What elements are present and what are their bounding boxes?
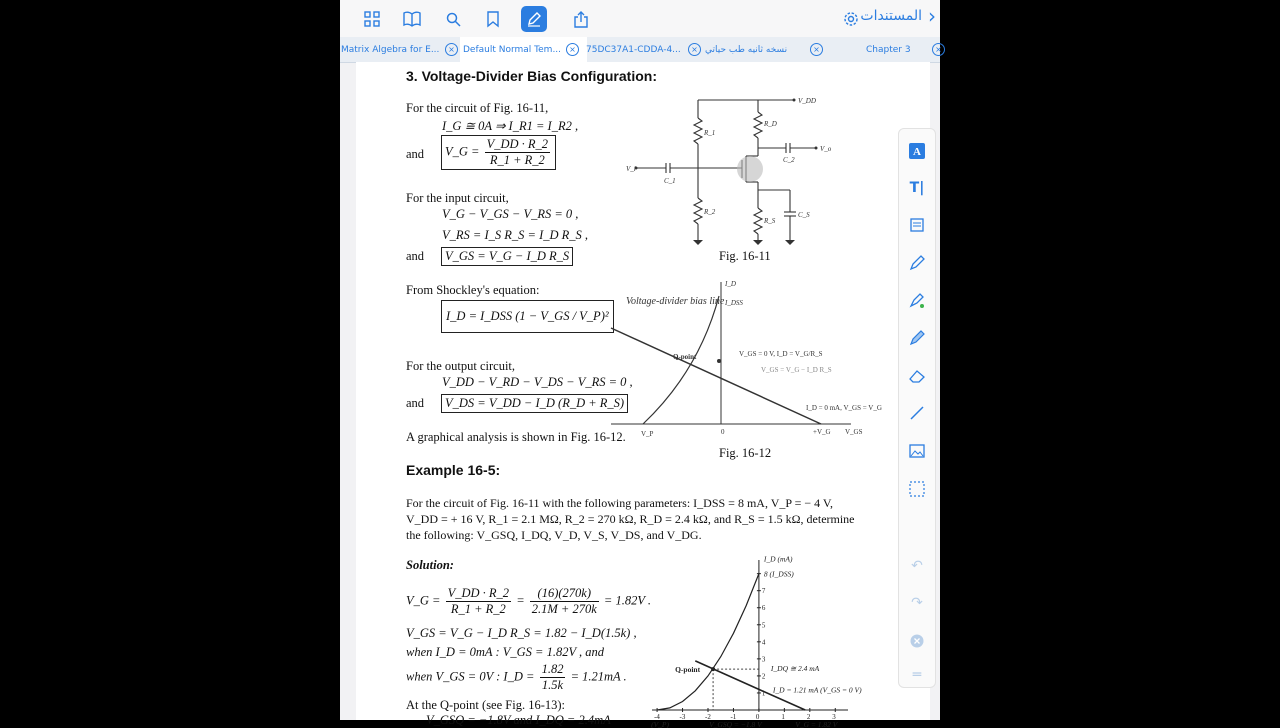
book-icon[interactable] xyxy=(399,6,425,32)
annotation-tool-palette xyxy=(898,128,936,688)
label-zero: 0 xyxy=(721,428,725,436)
circuit-intro: For the circuit of Fig. 16-11, xyxy=(406,101,549,115)
label-idss: I_DSS xyxy=(725,299,743,307)
eq-lhs: V_G = xyxy=(445,144,480,159)
label-vg: +V_G xyxy=(813,428,831,436)
close-icon[interactable]: × xyxy=(566,43,579,56)
marker-icon[interactable] xyxy=(903,326,931,350)
example-text-3: the following: V_GSQ, I_DQ, V_D, V_S, V_DS, and V_DG. xyxy=(406,528,702,542)
search-icon[interactable] xyxy=(440,6,466,32)
annot-qpoint: Q-point xyxy=(675,665,701,675)
eq-output-1: V_DD − V_RD − V_DS − V_RS = 0 , xyxy=(442,375,633,389)
eq-input-2: V_RS = I_S R_S = I_D R_S , xyxy=(442,228,589,242)
transfer-curve xyxy=(657,574,759,710)
y-tick-label: 3 xyxy=(761,655,766,664)
and-label: and xyxy=(406,249,425,263)
x-tick-label: -1 xyxy=(730,713,737,721)
svg-text:A: A xyxy=(913,146,921,158)
y-tick-label: 4 xyxy=(761,638,766,647)
eq-num: V_DD · R_2 xyxy=(486,137,549,151)
eq-num: 1.82 xyxy=(541,662,564,676)
y-tick-label: 6 xyxy=(761,604,766,613)
fig-16-12-graph xyxy=(611,276,882,440)
close-icon[interactable]: × xyxy=(810,43,823,56)
example-text-2: V_DD = + 16 V, R_1 = 2.1 MΩ, R_2 = 270 kΩ, R_D = 2.4 kΩ, and R_S = 1.5 kΩ, determine xyxy=(406,512,855,526)
close-circle-icon[interactable] xyxy=(903,629,931,653)
note-icon[interactable] xyxy=(903,213,931,237)
example-heading: Example 16-5: xyxy=(406,462,501,478)
bookmark-icon[interactable] xyxy=(480,6,506,32)
y-tick-label: 2 xyxy=(761,672,766,681)
text-cursor-icon[interactable]: T| xyxy=(909,180,925,196)
pen-icon[interactable] xyxy=(521,6,547,32)
label-vi: V_i xyxy=(626,165,636,173)
sol-vg-equation xyxy=(406,586,651,617)
close-icon[interactable]: × xyxy=(688,43,701,56)
label-bias-title: Voltage-divider bias line xyxy=(626,296,725,307)
eq-lhs: V_G = xyxy=(406,593,441,608)
tab-chapter-3[interactable] xyxy=(866,37,930,62)
pdf-reader-app xyxy=(340,0,942,728)
label-vgs0: V_GS = 0 V, I_D = V_G/R_S xyxy=(739,350,823,358)
y-tick-label: 5 xyxy=(761,621,766,630)
tab-arabic-document[interactable] xyxy=(705,37,815,62)
documents-back-link[interactable] xyxy=(860,4,936,28)
x-tick-label: 1 xyxy=(781,713,785,721)
tab-matrix-algebra[interactable] xyxy=(340,37,459,62)
label-rd: R_D xyxy=(764,120,777,128)
fig-16-12-caption: Fig. 16-12 xyxy=(719,446,772,460)
pen-tool-icon[interactable] xyxy=(903,251,931,275)
annot-vp: (V_P) xyxy=(651,720,670,728)
highlighter-icon[interactable] xyxy=(903,289,931,313)
label-c1: C_1 xyxy=(664,177,676,185)
label-vp: V_P xyxy=(641,430,654,438)
document-tabs xyxy=(340,37,940,63)
eq-vg-box xyxy=(441,135,556,170)
undo-icon[interactable]: ↶ xyxy=(911,558,923,574)
documents-label: المستندات xyxy=(860,8,922,24)
label-r2: R_2 xyxy=(704,208,716,216)
eq-result: = 1.82V . xyxy=(603,593,652,608)
label-id: I_D xyxy=(725,280,736,288)
label-vgs: V_GS xyxy=(845,428,863,436)
input-intro: For the input circuit, xyxy=(406,191,509,205)
pdf-page xyxy=(356,62,930,728)
fig-16-11-circuit xyxy=(626,90,866,250)
y-tick-label: 7 xyxy=(761,587,766,596)
shockley-intro: From Shockley's equation: xyxy=(406,283,540,297)
label-vo: V_o xyxy=(820,145,832,153)
y-tick-label: 1 xyxy=(761,689,766,698)
eq-shockley-box: I_D = I_DSS (1 − V_GS / V_P)² xyxy=(441,300,614,333)
sol-qpoint: At the Q-point (see Fig. 16-13): xyxy=(406,698,566,712)
selection-icon[interactable] xyxy=(903,477,931,501)
and-label: and xyxy=(406,147,425,161)
redo-icon[interactable]: ↷ xyxy=(911,595,923,611)
example-text-1: For the circuit of Fig. 16-11 with the following parameters: I_DSS = 8 mA, V_P = − 4 V, xyxy=(406,496,834,510)
chevron-right-icon: › xyxy=(928,4,936,28)
x-tick-label: 0 xyxy=(755,713,760,721)
label-rs: R_S xyxy=(764,217,776,225)
eq-den: 2.1M + 270k xyxy=(531,602,597,616)
image-icon[interactable] xyxy=(903,439,931,463)
eq-sign: = xyxy=(516,593,525,608)
x-tick-label: -4 xyxy=(654,713,660,721)
eq-den: R_1 + R_2 xyxy=(489,153,545,167)
tab-label: Matrix Algebra for E... xyxy=(341,44,440,55)
label-vdd: V_DD xyxy=(798,97,816,105)
graph-note: A graphical analysis is shown in Fig. 16-12. xyxy=(406,430,626,444)
text-box-icon[interactable] xyxy=(903,139,931,163)
close-icon[interactable]: × xyxy=(445,43,458,56)
and-label: and xyxy=(406,396,425,410)
x-tick-label: -2 xyxy=(705,713,711,721)
x-tick-label: -3 xyxy=(679,713,686,721)
eq-vgs-box: V_GS = V_G − I_D R_S xyxy=(441,247,573,266)
eq-ig: I_G ≅ 0A ⇒ I_R1 = I_R2 , xyxy=(442,119,579,133)
tab-label: نسخه ثانيه طب حياتي xyxy=(705,44,788,55)
section-heading: 3. Voltage-Divider Bias Configuration: xyxy=(406,68,657,84)
label-r1: R_1 xyxy=(704,129,716,137)
chart-axes xyxy=(652,560,848,721)
top-toolbar xyxy=(340,0,940,37)
label-id0: I_D = 0 mA, V_GS = V_G xyxy=(806,404,882,412)
annot-idq: I_DQ ≅ 2.4 mA xyxy=(770,664,820,674)
tab-label: 75DC37A1-CDDA-4... xyxy=(586,44,681,55)
close-icon[interactable]: × xyxy=(932,43,945,56)
eq-result: = 1.21mA . xyxy=(570,669,627,684)
sol-when-1: when I_D = 0mA : V_GS = 1.82V , and xyxy=(406,645,604,659)
share-icon[interactable] xyxy=(568,6,594,32)
label-c2: C_2 xyxy=(783,156,795,164)
x-tick-label: 2 xyxy=(806,713,811,721)
fig-16-13-chart xyxy=(636,550,896,728)
annot-vg: V_G = 1.82 V xyxy=(795,720,838,728)
eq-num: V_DD · R_2 xyxy=(447,586,510,600)
output-intro: For the output circuit, xyxy=(406,359,516,373)
annot-idss: 8 (I_DSS) xyxy=(763,569,794,579)
line-icon[interactable] xyxy=(903,401,931,425)
tab-label: Chapter 3 xyxy=(866,44,911,55)
eq-lhs: when V_GS = 0V : I_D = xyxy=(406,669,535,684)
eq-vds-box: V_DS = V_DD − I_D (R_D + R_S) xyxy=(441,394,628,413)
label-cs: C_S xyxy=(798,211,810,219)
grid-icon[interactable] xyxy=(359,6,385,32)
menu-icon[interactable]: ═ xyxy=(912,667,922,683)
annot-id-at-0: I_D = 1.21 mA (V_GS = 0 V) xyxy=(772,685,862,695)
sol-qpoint-values: V_GSQ = −1.8V and I_DQ = 2.4mA xyxy=(426,713,611,727)
chart-y-label: I_D (mA) xyxy=(763,554,793,564)
x-tick-label: 3 xyxy=(832,713,836,721)
eq-den: 1.5k xyxy=(541,678,564,692)
q-point-marker xyxy=(711,667,715,671)
fig-16-11-caption: Fig. 16-11 xyxy=(719,249,771,263)
label-qpoint: Q-point xyxy=(673,353,697,361)
eq-input-1: V_G − V_GS − V_RS = 0 , xyxy=(442,207,579,221)
tab-75dc37a1[interactable] xyxy=(586,37,698,62)
eq-den: R_1 + R_2 xyxy=(450,602,506,616)
tab-label: Default Normal Tem... xyxy=(463,44,562,55)
sol-vgs: V_GS = V_G − I_D R_S = 1.82 − I_D(1.5k) , xyxy=(406,626,637,640)
solution-label: Solution: xyxy=(406,558,454,572)
sol-when-2 xyxy=(406,662,627,693)
annot-vgsq: V_GSQ = −1.8 V xyxy=(709,720,762,728)
eq-num: (16)(270k) xyxy=(530,586,599,602)
label-vgsline: V_GS = V_G − I_D R_S xyxy=(761,366,832,374)
eraser-icon[interactable] xyxy=(903,364,931,388)
